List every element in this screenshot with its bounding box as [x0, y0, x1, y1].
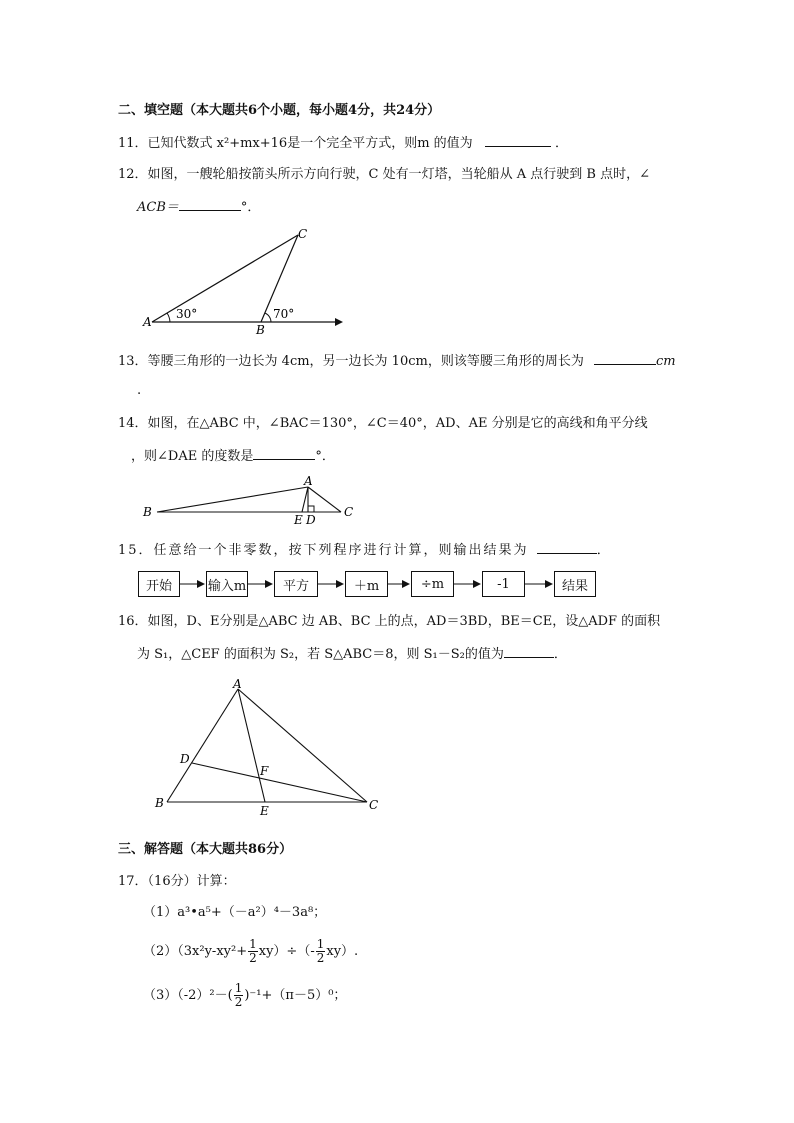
flow-box-square: 平方	[274, 571, 318, 597]
point-label-b: B	[143, 505, 152, 519]
flow-box-plus-m: ＋m	[345, 571, 388, 597]
point-label-c: C	[344, 505, 354, 519]
question-text: ，则∠DAE 的度数是	[131, 449, 254, 464]
question-text: 13．等腰三角形的一边长为 4cm，另一边长为 10cm，则该等腰三角形的周长为	[118, 354, 584, 369]
question-14	[118, 414, 648, 434]
question-text: ACB＝	[137, 200, 179, 215]
flow-box-start: 开始	[138, 571, 180, 597]
angle-label-30: 30°	[176, 307, 198, 321]
question-text: 14．如图，在△ABC 中，∠BAC＝130°，∠C＝40°，AD、AE 分别是它的高线和角平分线	[118, 416, 648, 431]
expression-text: （3）（-2）²－(	[143, 988, 233, 1003]
question-tail: °．	[240, 200, 261, 215]
expression-text: xy）÷（-	[258, 944, 315, 959]
flow-box-result: 结果	[554, 571, 596, 597]
answer-blank[interactable]	[485, 133, 551, 147]
question-17-part-3	[143, 982, 346, 1010]
section-title: 三、解答题（本大题共86分）	[118, 842, 293, 857]
question-16-cont	[137, 644, 567, 665]
question-17-part-1: （1）a³•a⁵+（－a²）⁴－3a⁸；	[143, 905, 327, 920]
answer-blank[interactable]	[594, 351, 656, 365]
triangle-abc-figure	[140, 472, 360, 528]
answer-blank[interactable]	[504, 644, 554, 658]
flow-box-divide-m: ÷m	[411, 571, 454, 597]
point-label-f: F	[260, 764, 269, 778]
question-text: 为 S₁，△CEF 的面积为 S₂，若 S△ABC＝8，则 S₁－S₂的值为	[137, 647, 504, 662]
question-14-cont	[131, 446, 335, 467]
question-17-part-2	[143, 938, 358, 966]
answer-blank[interactable]	[537, 540, 597, 554]
question-tail: ．	[596, 543, 612, 558]
question-text: 11．已知代数式 x²+mx+16是一个完全平方式，则m 的值为	[118, 136, 473, 151]
expression-text: xy）.	[326, 944, 359, 959]
question-12	[118, 165, 650, 185]
point-label-c: C	[369, 798, 379, 812]
fraction-one-half: $\frac{1}{2}$	[316, 937, 325, 965]
point-label-d: D	[180, 752, 190, 766]
point-label-b: B	[256, 323, 265, 337]
flow-box-input: 输入m	[206, 571, 248, 597]
point-label-e: E	[260, 804, 269, 818]
program-flowchart	[138, 571, 618, 599]
expression-text: )⁻¹+（π－5）⁰；	[244, 988, 347, 1003]
question-tail: °．	[315, 449, 335, 464]
point-label-d: D	[306, 513, 316, 527]
question-tail: ．	[554, 136, 568, 151]
question-15	[118, 540, 612, 561]
unit-label: cm	[655, 354, 676, 369]
question-text: 12．如图，一艘轮船按箭头所示方向行驶，C 处有一灯塔，当轮船从 A 点行驶到 B 点时，∠	[118, 167, 650, 182]
fraction-one-half: $\frac{1}{2}$	[234, 981, 243, 1009]
question-tail: ．	[553, 647, 567, 662]
expression-text: （2）（3x²y-xy²+	[143, 944, 248, 959]
question-11	[118, 133, 568, 154]
question-12-cont	[137, 197, 260, 218]
answer-blank[interactable]	[253, 446, 315, 460]
point-label-b: B	[155, 796, 164, 810]
fraction-one-half: $\frac{1}{2}$	[249, 937, 257, 965]
point-label-a: A	[304, 474, 313, 488]
angle-label-70: 70°	[273, 307, 295, 321]
question-17: 17．（16分）计算：	[118, 874, 236, 889]
triangle-adf-figure	[150, 675, 390, 818]
section-title: 二、填空题（本大题共6个小题，每小题4分，共24分）	[118, 103, 441, 118]
point-label-a: A	[143, 315, 152, 329]
point-label-c: C	[298, 227, 308, 241]
question-16	[118, 612, 660, 632]
question-text: 15．任意给一个非零数，按下列程序进行计算，则输出结果为	[118, 543, 529, 558]
question-13-tail: .	[137, 383, 142, 398]
ship-lighthouse-figure	[140, 225, 350, 337]
question-text: 16．如图，D、E分别是△ABC 边 AB、BC 上的点，AD＝3BD，BE＝CE，设△ADF 的面积	[118, 614, 661, 629]
answer-blank[interactable]	[179, 197, 241, 211]
point-label-a: A	[233, 677, 242, 691]
point-label-e: E	[294, 513, 303, 527]
question-13	[118, 351, 676, 372]
flow-box-minus-one: -1	[482, 571, 525, 597]
